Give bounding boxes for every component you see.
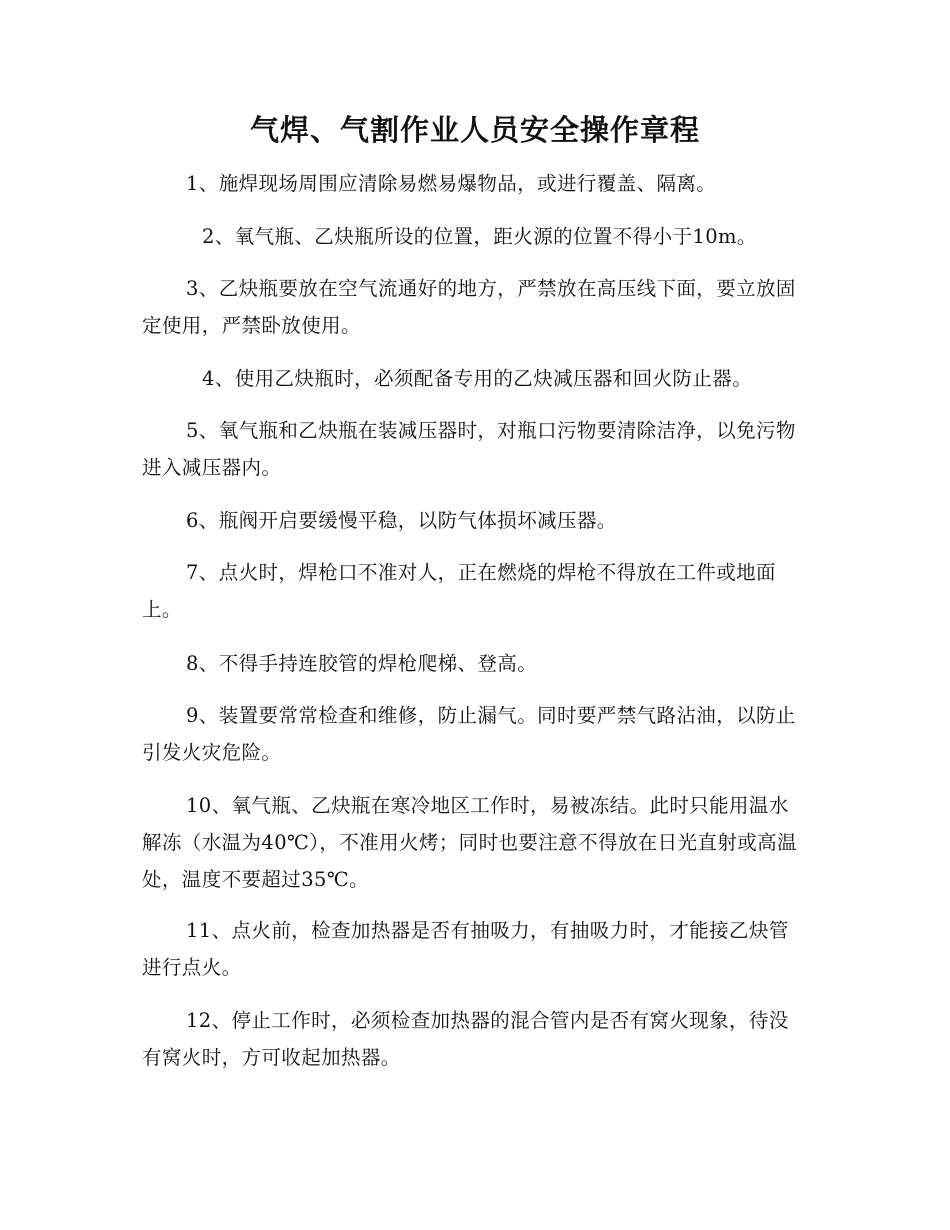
paragraph-1: 1、施焊现场周围应清除易燃易爆物品，或进行覆盖、隔离。: [186, 172, 717, 195]
paragraph-12: 12、停止工作时，必须检查加热器的混合管内是否有窝火现象，待没有窝火时，方可收起加热器。: [142, 1009, 789, 1069]
paragraph-11: 11、点火前，检查加热器是否有抽吸力，有抽吸力时，才能接乙炔管进行点火。: [142, 919, 789, 979]
paragraph-7: 7、点火时，焊枪口不准对人，正在燃烧的焊枪不得放在工件或地面上。: [142, 561, 776, 621]
paragraph-5: 5、氧气瓶和乙炔瓶在装减压器时，对瓶口污物要清除洁净，以免污物进入减压器内。: [142, 419, 796, 479]
paragraph-3: 3、乙炔瓶要放在空气流通好的地方，严禁放在高压线下面，要立放固定使用，严禁卧放使用。: [142, 277, 796, 337]
paragraph-9: 9、装置要常常检查和维修，防止漏气。同时要严禁气路沾油，以防止引发火灾危险。: [142, 704, 796, 764]
document-title: 气焊、气割作业人员安全操作章程: [249, 113, 700, 147]
paragraph-6: 6、瓶阀开启要缓慢平稳，以防气体损坏减压器。: [186, 509, 617, 532]
paragraph-4: 4、使用乙炔瓶时，必须配备专用的乙炔减压器和回火防止器。: [202, 367, 753, 390]
paragraph-8: 8、不得手持连胶管的焊枪爬梯、登高。: [186, 652, 538, 675]
paragraph-10: 10、氧气瓶、乙炔瓶在寒冷地区工作时，易被冻结。此时只能用温水解冻（水温为40℃），不准用火烤；同时也要注意不得放在日光直射或高温处，温度不要超过35℃。: [142, 794, 797, 891]
paragraph-2: 2、氧气瓶、乙炔瓶所设的位置，距火源的位置不得小于10m。: [202, 225, 757, 248]
